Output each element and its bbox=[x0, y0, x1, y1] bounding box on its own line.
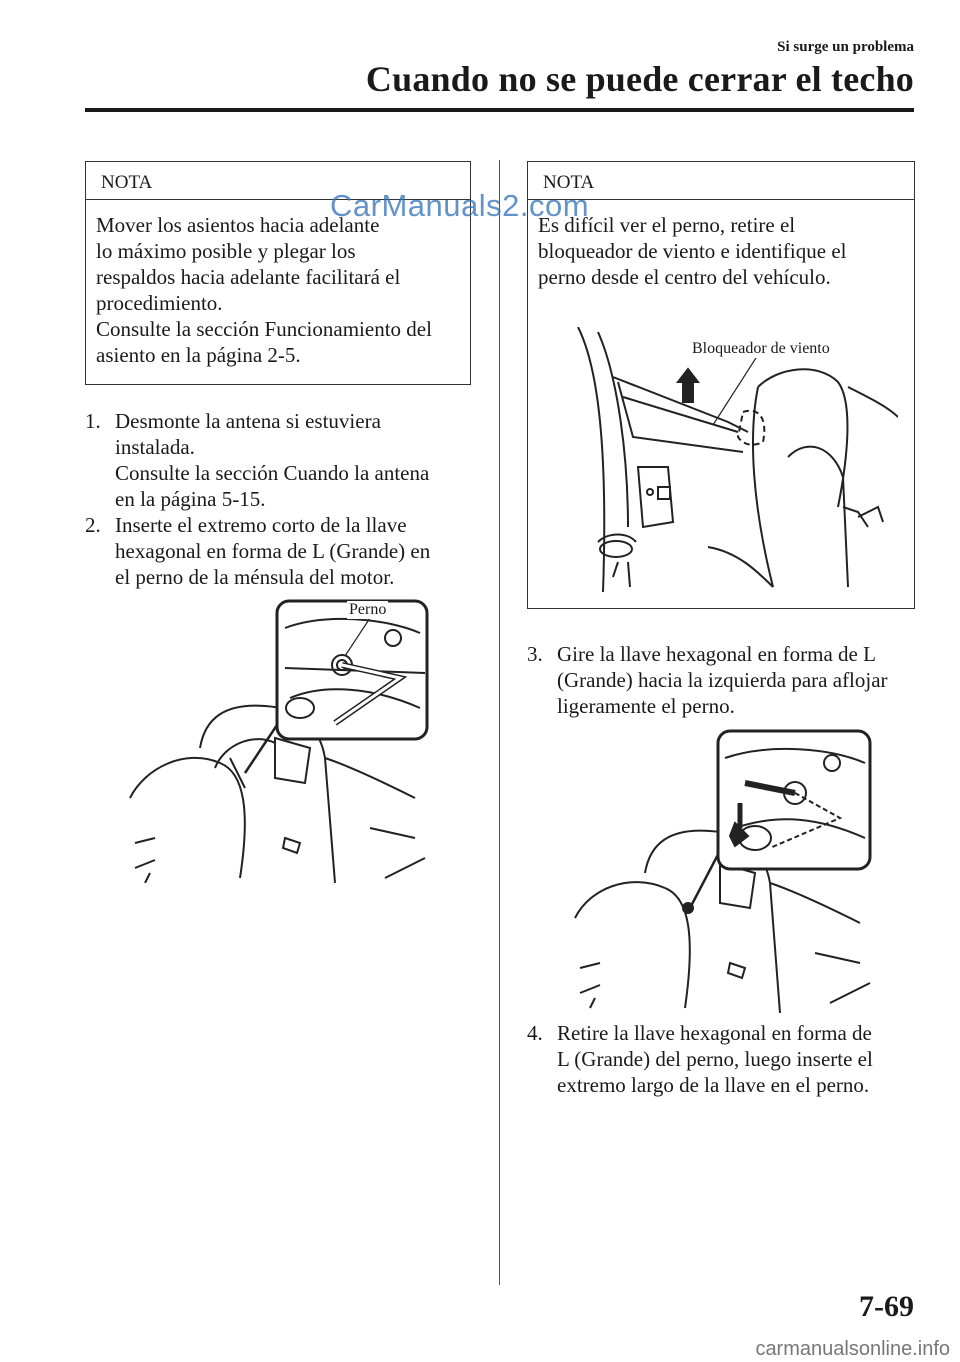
figure-bolt-wrench bbox=[125, 598, 435, 883]
step-line: el perno de la ménsula del motor. bbox=[115, 565, 395, 589]
page-number: 7-69 bbox=[859, 1290, 914, 1323]
note-box-right bbox=[527, 161, 915, 609]
note-line: Es difícil ver el perno, retire el bbox=[538, 213, 796, 237]
step-number: 3. bbox=[527, 642, 543, 666]
note-body bbox=[86, 200, 470, 378]
step-line: Retire la llave hexagonal en forma de bbox=[557, 1021, 872, 1045]
step-line: instalada. bbox=[115, 435, 195, 459]
step-line: L (Grande) del perno, luego inserte el bbox=[557, 1047, 873, 1071]
step-1 bbox=[85, 408, 485, 512]
note-line: respaldos hacia adelante facilitará el bbox=[96, 265, 401, 289]
page-title: Cuando no se puede cerrar el techo bbox=[365, 59, 914, 99]
note-line: bloqueador de viento e identifique el bbox=[538, 239, 847, 263]
note-line: asiento en la página 2-5. bbox=[96, 343, 301, 367]
label-bloqueador-de-viento: Bloqueador de viento bbox=[692, 340, 830, 357]
step-4 bbox=[527, 1020, 927, 1098]
step-2 bbox=[85, 512, 485, 590]
note-line: perno desde el centro del vehículo. bbox=[538, 265, 831, 289]
figure-loosen-bolt bbox=[570, 728, 880, 1013]
step-line: hexagonal en forma de L (Grande) en bbox=[115, 539, 431, 563]
watermark: CarManuals2.com bbox=[330, 188, 590, 223]
note-line: Mover los asientos hacia adelante bbox=[96, 213, 380, 237]
illustration-loosen-bolt bbox=[570, 728, 880, 1013]
step-line: (Grande) hacia la izquierda para aflojar bbox=[557, 668, 888, 692]
step-3 bbox=[527, 641, 927, 719]
step-line: ligeramente el perno. bbox=[557, 694, 735, 718]
note-line: Consulte la sección Funcionamiento del bbox=[96, 317, 432, 341]
figure-wind-blocker bbox=[558, 327, 898, 592]
note-line: procedimiento. bbox=[96, 291, 223, 315]
step-number: 1. bbox=[85, 409, 101, 433]
step-line: Consulte la sección Cuando la antena bbox=[115, 461, 430, 485]
step-line: Gire la llave hexagonal en forma de L bbox=[557, 642, 876, 666]
step-number: 2. bbox=[85, 513, 101, 537]
label-perno: Perno bbox=[349, 601, 387, 618]
illustration-wind-blocker bbox=[558, 327, 898, 592]
step-line: extremo largo de la llave en el perno. bbox=[557, 1073, 870, 1097]
section-heading bbox=[777, 38, 914, 56]
step-line: Desmonte la antena si estuviera bbox=[115, 409, 381, 433]
note-line: lo máximo posible y plegar los bbox=[96, 239, 356, 263]
step-line: Inserte el extremo corto de la llave bbox=[115, 513, 407, 537]
footer-site-link[interactable]: carmanualsonline.info bbox=[755, 1338, 950, 1360]
column-divider bbox=[499, 160, 500, 1285]
step-line: en la página 5-15. bbox=[115, 487, 266, 511]
step-number: 4. bbox=[527, 1021, 543, 1045]
header-rule bbox=[85, 108, 914, 112]
note-title: NOTA bbox=[86, 162, 470, 200]
note-title: NOTA bbox=[528, 162, 914, 200]
section-heading-text: Si surge un problema bbox=[777, 39, 914, 55]
illustration-seat-bolt bbox=[125, 598, 435, 883]
